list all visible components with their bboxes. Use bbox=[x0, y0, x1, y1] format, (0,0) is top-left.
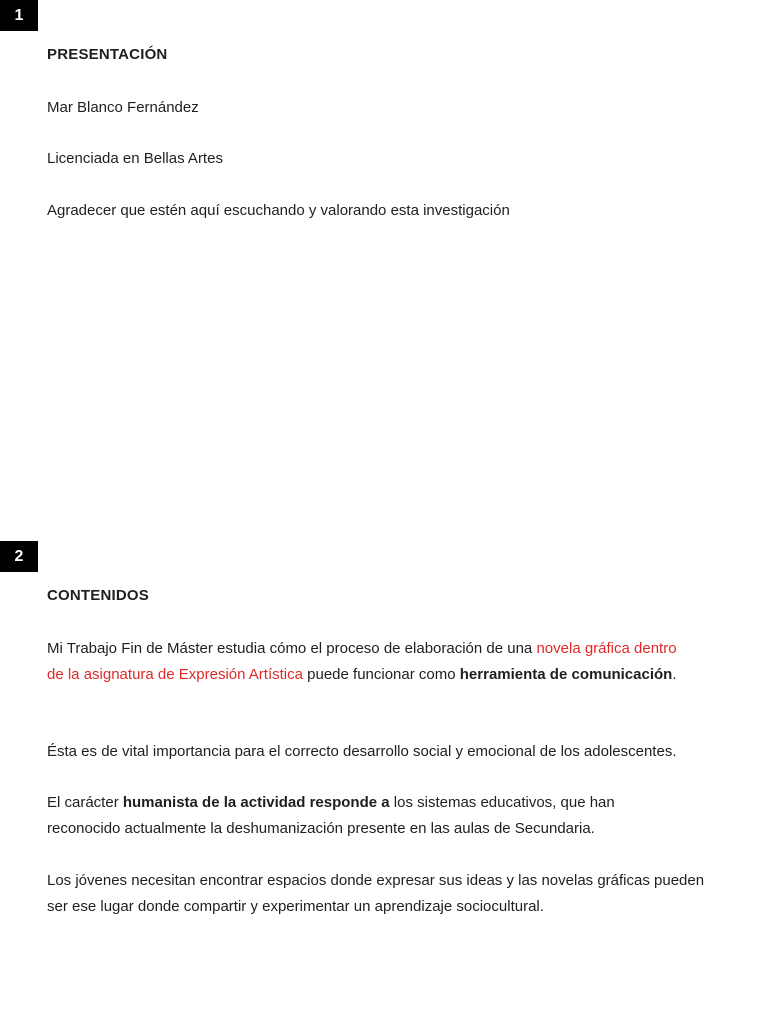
author-name: Mar Blanco Fernández bbox=[47, 99, 199, 116]
paragraph-thesis-intro bbox=[47, 636, 686, 688]
section-title-presentacion: PRESENTACIÓN bbox=[47, 46, 168, 63]
paragraph-humanist-character bbox=[47, 790, 668, 842]
author-degree: Licenciada en Bellas Artes bbox=[47, 150, 223, 167]
acknowledgement-text: Agradecer que estén aquí escuchando y valorando esta investigación bbox=[47, 202, 510, 219]
paragraph-text: puede funcionar como bbox=[302, 666, 460, 683]
paragraph-text: Mi Trabajo Fin de Máster estudia cómo el proceso de elaboración de una bbox=[47, 640, 537, 657]
bold-text: herramienta de comunicación bbox=[459, 666, 673, 683]
highlight-text: novela gráfica dentro de la asignatura de Expresión Artística bbox=[47, 640, 677, 683]
paragraph-young-people: Los jóvenes necesitan encontrar espacios donde expresar sus ideas y las novelas gráficas pueden ser ese lugar donde compartir y experimentar un aprendizaje sociocultural. bbox=[47, 872, 705, 915]
section-title-contenidos: CONTENIDOS bbox=[47, 587, 150, 604]
paragraph-text: El carácter bbox=[47, 794, 123, 811]
paragraph-text: los sistemas educativos, que han reconocido actualmente la deshumanización presente en las aulas de Secundaria. bbox=[47, 794, 615, 837]
section-number-badge: 1 bbox=[0, 0, 38, 31]
paragraph-text: . bbox=[672, 666, 677, 683]
paragraph-importance: Ésta es de vital importancia para el correcto desarrollo social y emocional de los adolescentes. bbox=[47, 743, 677, 760]
bold-text: humanista de la actividad responde a bbox=[122, 794, 390, 811]
section-number-badge: 2 bbox=[0, 541, 38, 572]
